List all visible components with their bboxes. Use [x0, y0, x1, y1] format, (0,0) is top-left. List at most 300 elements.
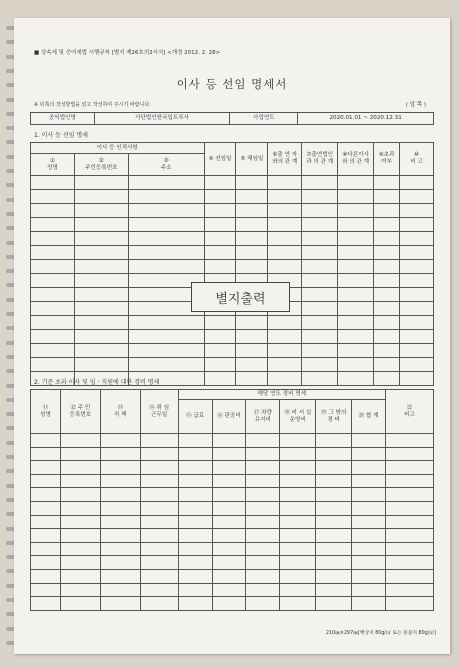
paper-spec: 210㎜×297㎜[백상지 80g/㎡ 또는 중질지 80g/㎡] — [326, 631, 436, 636]
empty-cell — [178, 529, 212, 543]
empty-cell — [352, 515, 386, 529]
empty-cell — [236, 316, 268, 330]
empty-cell — [374, 330, 400, 344]
table-row — [31, 488, 434, 502]
empty-cell — [268, 316, 302, 330]
empty-cell — [338, 232, 374, 246]
empty-cell — [386, 461, 434, 475]
empty-cell — [338, 246, 374, 260]
empty-cell — [386, 597, 434, 611]
empty-cell — [302, 232, 338, 246]
empty-cell — [246, 542, 280, 556]
empty-cell — [352, 597, 386, 611]
empty-cell — [178, 583, 212, 597]
empty-cell — [268, 260, 302, 274]
empty-cell — [374, 288, 400, 302]
empty-cell — [280, 542, 316, 556]
empty-cell — [236, 204, 268, 218]
empty-cell — [128, 176, 204, 190]
empty-cell — [212, 488, 246, 502]
empty-cell — [302, 204, 338, 218]
empty-cell — [246, 569, 280, 583]
empty-cell — [74, 218, 128, 232]
empty-cell — [204, 190, 236, 204]
empty-cell — [316, 542, 352, 556]
empty-cell — [316, 556, 352, 570]
instruction-note: ※ 뒤쪽의 작성방법을 읽고 작성하여 주시기 바랍니다. — [34, 102, 151, 108]
empty-cell — [212, 529, 246, 543]
empty-cell — [316, 569, 352, 583]
empty-cell — [246, 583, 280, 597]
empty-cell — [302, 344, 338, 358]
empty-cell — [302, 218, 338, 232]
empty-cell — [178, 569, 212, 583]
empty-cell — [236, 190, 268, 204]
empty-cell — [128, 260, 204, 274]
empty-cell — [100, 529, 140, 543]
empty-cell — [316, 447, 352, 461]
empty-cell — [128, 218, 204, 232]
empty-cell — [246, 461, 280, 475]
empty-cell — [178, 597, 212, 611]
empty-cell — [74, 358, 128, 372]
empty-cell — [140, 569, 178, 583]
table-row — [31, 176, 434, 190]
empty-cell — [386, 569, 434, 583]
empty-cell — [128, 190, 204, 204]
empty-cell — [204, 372, 236, 386]
empty-cell — [140, 556, 178, 570]
empty-cell — [100, 569, 140, 583]
empty-cell — [302, 330, 338, 344]
table-row — [31, 515, 434, 529]
page-title: 이사 등 선임 명세서 — [176, 77, 288, 91]
table-row — [31, 461, 434, 475]
empty-cell — [338, 344, 374, 358]
empty-cell — [60, 447, 100, 461]
table-row — [31, 447, 434, 461]
org-name-value: 사단법인한국입트루사 — [94, 113, 230, 125]
empty-cell — [178, 488, 212, 502]
empty-cell — [31, 447, 61, 461]
empty-cell — [280, 434, 316, 448]
empty-cell — [280, 529, 316, 543]
page-indicator: ( 앞 쪽 ) — [405, 102, 426, 108]
empty-cell — [31, 583, 61, 597]
empty-cell — [74, 288, 128, 302]
empty-cell — [31, 232, 75, 246]
empty-cell — [400, 372, 434, 386]
empty-cell — [100, 488, 140, 502]
col2-start-date: ⑭ 취 임 근무일 — [140, 390, 178, 434]
empty-cell — [140, 542, 178, 556]
empty-cell — [140, 488, 178, 502]
col-excess: ⑨초과 여부 — [374, 143, 400, 176]
directors-table — [30, 142, 434, 386]
empty-cell — [386, 556, 434, 570]
fiscal-year-value: 2020.01.01 ~ 2020.12.31 — [298, 113, 434, 125]
empty-cell — [236, 330, 268, 344]
empty-cell — [374, 372, 400, 386]
empty-cell — [31, 274, 75, 288]
col2-remarks: ㉑ 비고 — [386, 390, 434, 434]
empty-cell — [60, 501, 100, 515]
empty-cell — [31, 218, 75, 232]
empty-cell — [316, 583, 352, 597]
empty-cell — [302, 274, 338, 288]
table-row — [31, 529, 434, 543]
empty-cell — [204, 316, 236, 330]
empty-cell — [204, 204, 236, 218]
empty-cell — [100, 461, 140, 475]
table-row — [31, 556, 434, 570]
empty-cell — [31, 316, 75, 330]
col-dismissed: ⑤ 해임일 — [236, 143, 268, 176]
empty-cell — [302, 302, 338, 316]
empty-cell — [386, 542, 434, 556]
empty-cell — [268, 372, 302, 386]
empty-cell — [246, 488, 280, 502]
empty-cell — [31, 542, 61, 556]
empty-cell — [31, 260, 75, 274]
empty-cell — [386, 515, 434, 529]
empty-cell — [236, 246, 268, 260]
empty-cell — [128, 204, 204, 218]
empty-cell — [204, 330, 236, 344]
empty-cell — [140, 434, 178, 448]
empty-cell — [338, 330, 374, 344]
empty-cell — [352, 434, 386, 448]
empty-cell — [386, 447, 434, 461]
empty-cell — [280, 461, 316, 475]
empty-cell — [60, 434, 100, 448]
empty-cell — [268, 190, 302, 204]
col2-other: ⑲ 그 밖의 경 비 — [316, 400, 352, 434]
empty-cell — [31, 190, 75, 204]
empty-cell — [236, 260, 268, 274]
col-appointed: ④ 선임일 — [204, 143, 236, 176]
table-row — [31, 330, 434, 344]
empty-cell — [236, 218, 268, 232]
empty-cell — [212, 501, 246, 515]
empty-cell — [31, 569, 61, 583]
empty-cell — [31, 556, 61, 570]
empty-cell — [31, 515, 61, 529]
empty-cell — [74, 274, 128, 288]
empty-cell — [178, 434, 212, 448]
empty-cell — [386, 529, 434, 543]
empty-cell — [280, 515, 316, 529]
empty-cell — [140, 501, 178, 515]
empty-cell — [374, 190, 400, 204]
empty-cell — [338, 176, 374, 190]
empty-cell — [100, 447, 140, 461]
empty-cell — [268, 246, 302, 260]
empty-cell — [31, 501, 61, 515]
empty-cell — [100, 542, 140, 556]
empty-cell — [338, 274, 374, 288]
empty-cell — [400, 288, 434, 302]
empty-cell — [74, 344, 128, 358]
empty-cell — [212, 447, 246, 461]
empty-cell — [212, 569, 246, 583]
empty-cell — [280, 447, 316, 461]
empty-cell — [316, 461, 352, 475]
empty-cell — [400, 246, 434, 260]
empty-cell — [280, 583, 316, 597]
empty-cell — [140, 583, 178, 597]
col-remarks: ⑩ 비 고 — [400, 143, 434, 176]
empty-cell — [204, 232, 236, 246]
table-row — [31, 434, 434, 448]
empty-cell — [212, 515, 246, 529]
empty-cell — [212, 434, 246, 448]
empty-cell — [338, 218, 374, 232]
empty-cell — [236, 358, 268, 372]
empty-cell — [352, 542, 386, 556]
empty-cell — [236, 176, 268, 190]
empty-cell — [140, 515, 178, 529]
col2-position: ⑬ 직 책 — [100, 390, 140, 434]
empty-cell — [140, 474, 178, 488]
col2-id-number: ⑫ 주 민 등록번호 — [60, 390, 100, 434]
section1-title: 1. 이사 등 선임 명세 — [34, 132, 88, 139]
empty-cell — [140, 529, 178, 543]
table-row — [31, 218, 434, 232]
table-row — [31, 597, 434, 611]
empty-cell — [246, 515, 280, 529]
empty-cell — [100, 515, 140, 529]
empty-cell — [352, 488, 386, 502]
empty-cell — [74, 232, 128, 246]
empty-cell — [400, 260, 434, 274]
empty-cell — [352, 461, 386, 475]
empty-cell — [246, 447, 280, 461]
empty-cell — [236, 232, 268, 246]
col-contributor-rel: ⑥출 연 자 와의 관 계 — [268, 143, 302, 176]
empty-cell — [74, 190, 128, 204]
empty-cell — [74, 260, 128, 274]
empty-cell — [31, 302, 75, 316]
empty-cell — [212, 474, 246, 488]
empty-cell — [352, 556, 386, 570]
empty-cell — [246, 434, 280, 448]
empty-cell — [236, 344, 268, 358]
empty-cell — [280, 488, 316, 502]
empty-cell — [212, 583, 246, 597]
empty-cell — [100, 597, 140, 611]
empty-cell — [31, 597, 61, 611]
table-row — [31, 501, 434, 515]
empty-cell — [400, 330, 434, 344]
empty-cell — [74, 302, 128, 316]
empty-cell — [31, 288, 75, 302]
empty-cell — [316, 515, 352, 529]
col2-name: ⑪ 성명 — [31, 390, 61, 434]
empty-cell — [60, 488, 100, 502]
empty-cell — [374, 232, 400, 246]
empty-cell — [338, 316, 374, 330]
empty-cell — [100, 556, 140, 570]
empty-cell — [128, 316, 204, 330]
table-row — [31, 190, 434, 204]
table-row — [31, 344, 434, 358]
col-id-number: ② 주민등록번호 — [74, 154, 128, 176]
empty-cell — [100, 583, 140, 597]
table-row — [31, 260, 434, 274]
empty-cell — [140, 461, 178, 475]
personal-info-group: 이사 등 인적사항 — [31, 143, 205, 154]
empty-cell — [60, 597, 100, 611]
empty-cell — [204, 344, 236, 358]
col2-secretariat: ⑱ 비 서 실 운영비 — [280, 400, 316, 434]
empty-cell — [352, 447, 386, 461]
empty-cell — [400, 176, 434, 190]
empty-cell — [178, 542, 212, 556]
empty-cell — [374, 246, 400, 260]
empty-cell — [31, 474, 61, 488]
empty-cell — [268, 344, 302, 358]
empty-cell — [268, 204, 302, 218]
empty-cell — [74, 204, 128, 218]
empty-cell — [302, 372, 338, 386]
empty-cell — [280, 474, 316, 488]
empty-cell — [316, 529, 352, 543]
empty-cell — [352, 501, 386, 515]
empty-cell — [374, 176, 400, 190]
empty-cell — [74, 316, 128, 330]
empty-cell — [178, 447, 212, 461]
table-row — [31, 246, 434, 260]
empty-cell — [31, 358, 75, 372]
empty-cell — [31, 246, 75, 260]
empty-cell — [280, 556, 316, 570]
empty-cell — [280, 597, 316, 611]
form-header: ■ 상속세 및 증여세법 시행규칙 [별지 제26호의2서식] <개정 2012. 2. 28> — [34, 50, 221, 56]
empty-cell — [246, 529, 280, 543]
empty-cell — [338, 288, 374, 302]
empty-cell — [338, 302, 374, 316]
empty-cell — [374, 316, 400, 330]
empty-cell — [338, 204, 374, 218]
table-row — [31, 316, 434, 330]
table-row — [31, 204, 434, 218]
empty-cell — [302, 260, 338, 274]
empty-cell — [316, 488, 352, 502]
attachment-stamp: 별지출력 — [191, 282, 290, 312]
empty-cell — [246, 597, 280, 611]
empty-cell — [400, 316, 434, 330]
empty-cell — [60, 583, 100, 597]
empty-cell — [352, 569, 386, 583]
empty-cell — [246, 501, 280, 515]
empty-cell — [31, 204, 75, 218]
empty-cell — [178, 515, 212, 529]
empty-cell — [31, 461, 61, 475]
empty-cell — [374, 302, 400, 316]
empty-cell — [60, 569, 100, 583]
empty-cell — [204, 246, 236, 260]
empty-cell — [268, 232, 302, 246]
empty-cell — [140, 447, 178, 461]
empty-cell — [316, 434, 352, 448]
expenses-group: 해당 연도 경비 명세 — [178, 390, 385, 400]
empty-cell — [60, 474, 100, 488]
empty-cell — [204, 218, 236, 232]
empty-cell — [302, 288, 338, 302]
empty-cell — [386, 583, 434, 597]
empty-cell — [302, 190, 338, 204]
empty-cell — [374, 358, 400, 372]
empty-cell — [128, 232, 204, 246]
fiscal-year-label: 사업연도 — [230, 113, 298, 125]
empty-cell — [236, 372, 268, 386]
empty-cell — [128, 330, 204, 344]
empty-cell — [212, 556, 246, 570]
table-row — [31, 569, 434, 583]
empty-cell — [374, 344, 400, 358]
empty-cell — [100, 434, 140, 448]
table-row — [31, 474, 434, 488]
empty-cell — [60, 515, 100, 529]
empty-cell — [400, 344, 434, 358]
col2-salary: ⑮ 급료 — [178, 400, 212, 434]
empty-cell — [212, 461, 246, 475]
empty-cell — [100, 474, 140, 488]
empty-cell — [204, 260, 236, 274]
empty-cell — [386, 474, 434, 488]
empty-cell — [178, 461, 212, 475]
empty-cell — [204, 358, 236, 372]
empty-cell — [128, 358, 204, 372]
table-row — [31, 583, 434, 597]
empty-cell — [316, 597, 352, 611]
empty-cell — [302, 358, 338, 372]
empty-cell — [400, 204, 434, 218]
col-director-rel: ⑧다른이사 와 의 관 계 — [338, 143, 374, 176]
empty-cell — [178, 501, 212, 515]
empty-cell — [31, 434, 61, 448]
empty-cell — [280, 501, 316, 515]
empty-cell — [128, 344, 204, 358]
empty-cell — [246, 474, 280, 488]
empty-cell — [60, 542, 100, 556]
empty-cell — [338, 260, 374, 274]
col2-total: ⑳ 합 계 — [352, 400, 386, 434]
empty-cell — [31, 529, 61, 543]
empty-cell — [374, 218, 400, 232]
empty-cell — [316, 474, 352, 488]
empty-cell — [374, 274, 400, 288]
empty-cell — [302, 316, 338, 330]
empty-cell — [352, 529, 386, 543]
empty-cell — [60, 529, 100, 543]
empty-cell — [400, 302, 434, 316]
empty-cell — [374, 260, 400, 274]
empty-cell — [280, 569, 316, 583]
empty-cell — [268, 218, 302, 232]
empty-cell — [246, 556, 280, 570]
col-corp-rel: ⑦출연법인 과 의 관 계 — [302, 143, 338, 176]
empty-cell — [268, 330, 302, 344]
col-name: ① 성명 — [31, 154, 75, 176]
empty-cell — [352, 583, 386, 597]
empty-cell — [268, 358, 302, 372]
empty-cell — [352, 474, 386, 488]
empty-cell — [128, 246, 204, 260]
empty-cell — [374, 204, 400, 218]
empty-cell — [60, 461, 100, 475]
